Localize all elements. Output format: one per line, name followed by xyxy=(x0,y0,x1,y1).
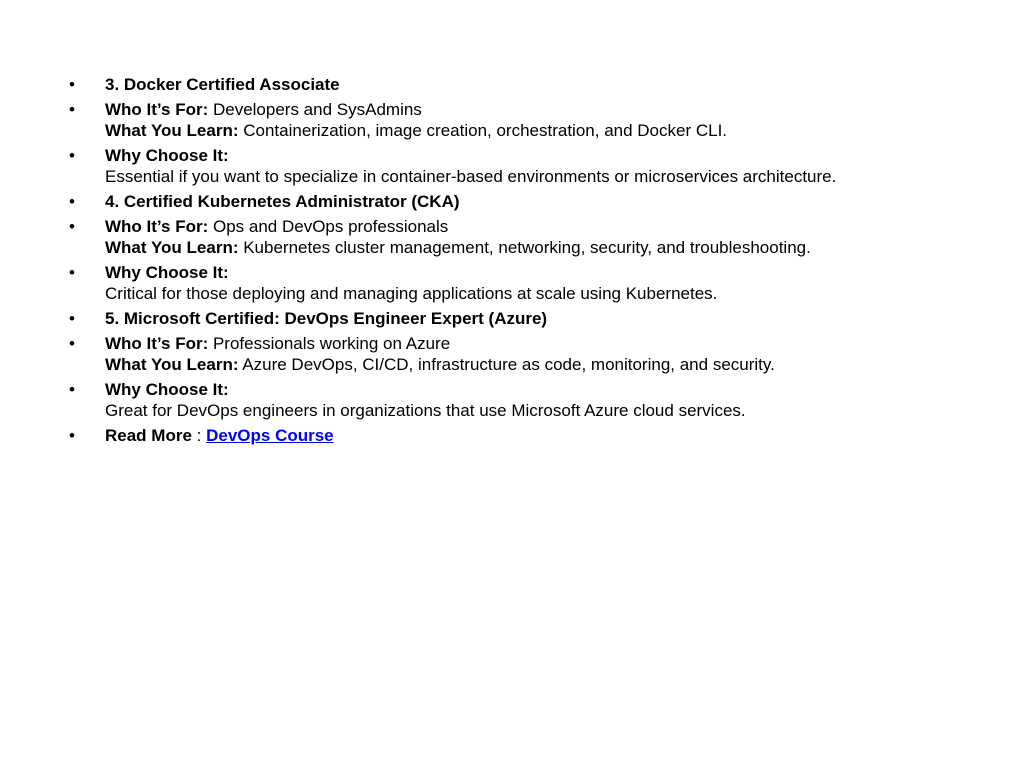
why-label: Why Choose It: xyxy=(105,263,229,282)
bullet-list xyxy=(69,74,994,446)
read-more-label: Read More xyxy=(105,426,192,445)
bullet-icon: • xyxy=(69,217,75,236)
who-line xyxy=(105,333,994,354)
bullet-icon: • xyxy=(69,146,75,165)
why-label: Why Choose It: xyxy=(105,380,229,399)
list-item-azure-who xyxy=(69,333,994,375)
list-item-docker-title xyxy=(69,74,994,95)
learn-text: Containerization, image creation, orchestration, and Docker CLI. xyxy=(238,121,728,140)
learn-label: What You Learn: xyxy=(105,121,239,140)
cert-title: 4. Certified Kubernetes Administrator (CKA) xyxy=(105,192,460,211)
list-item-cka-why xyxy=(69,262,994,304)
bullet-icon: • xyxy=(69,380,75,399)
learn-text: Kubernetes cluster management, networking, security, and troubleshooting. xyxy=(238,238,811,257)
bullet-icon: • xyxy=(69,192,75,211)
list-item-docker-who xyxy=(69,99,994,141)
cert-title: 5. Microsoft Certified: DevOps Engineer Expert (Azure) xyxy=(105,309,548,328)
learn-line xyxy=(105,237,994,258)
bullet-icon: • xyxy=(69,426,75,445)
learn-text: Azure DevOps, CI/CD, infrastructure as code, monitoring, and security. xyxy=(238,355,775,374)
list-item-azure-title xyxy=(69,308,994,329)
list-item-read-more xyxy=(69,425,994,446)
why-text: Great for DevOps engineers in organizations that use Microsoft Azure cloud services. xyxy=(105,401,746,420)
who-line xyxy=(105,216,994,237)
who-label: Who It’s For: xyxy=(105,334,209,353)
bullet-icon: • xyxy=(69,100,75,119)
who-label: Who It’s For: xyxy=(105,100,209,119)
why-text: Essential if you want to specialize in container-based environments or microservices architecture. xyxy=(105,167,837,186)
who-text: Developers and SysAdmins xyxy=(208,100,422,119)
bullet-icon: • xyxy=(69,334,75,353)
list-item-cka-who xyxy=(69,216,994,258)
why-text: Critical for those deploying and managing applications at scale using Kubernetes. xyxy=(105,284,718,303)
learn-label: What You Learn: xyxy=(105,238,239,257)
devops-course-link[interactable]: DevOps Course xyxy=(206,426,334,445)
cert-title: 3. Docker Certified Associate xyxy=(105,75,340,94)
read-more-separator: : xyxy=(191,426,207,445)
learn-label: What You Learn: xyxy=(105,355,239,374)
who-text: Ops and DevOps professionals xyxy=(208,217,449,236)
list-item-docker-why xyxy=(69,145,994,187)
who-line xyxy=(105,99,994,120)
bullet-icon: • xyxy=(69,309,75,328)
list-item-azure-why xyxy=(69,379,994,421)
who-label: Who It’s For: xyxy=(105,217,209,236)
learn-line xyxy=(105,354,994,375)
learn-line xyxy=(105,120,994,141)
why-label: Why Choose It: xyxy=(105,146,229,165)
list-item-cka-title xyxy=(69,191,994,212)
bullet-icon: • xyxy=(69,75,75,94)
who-text: Professionals working on Azure xyxy=(208,334,451,353)
bullet-icon: • xyxy=(69,263,75,282)
